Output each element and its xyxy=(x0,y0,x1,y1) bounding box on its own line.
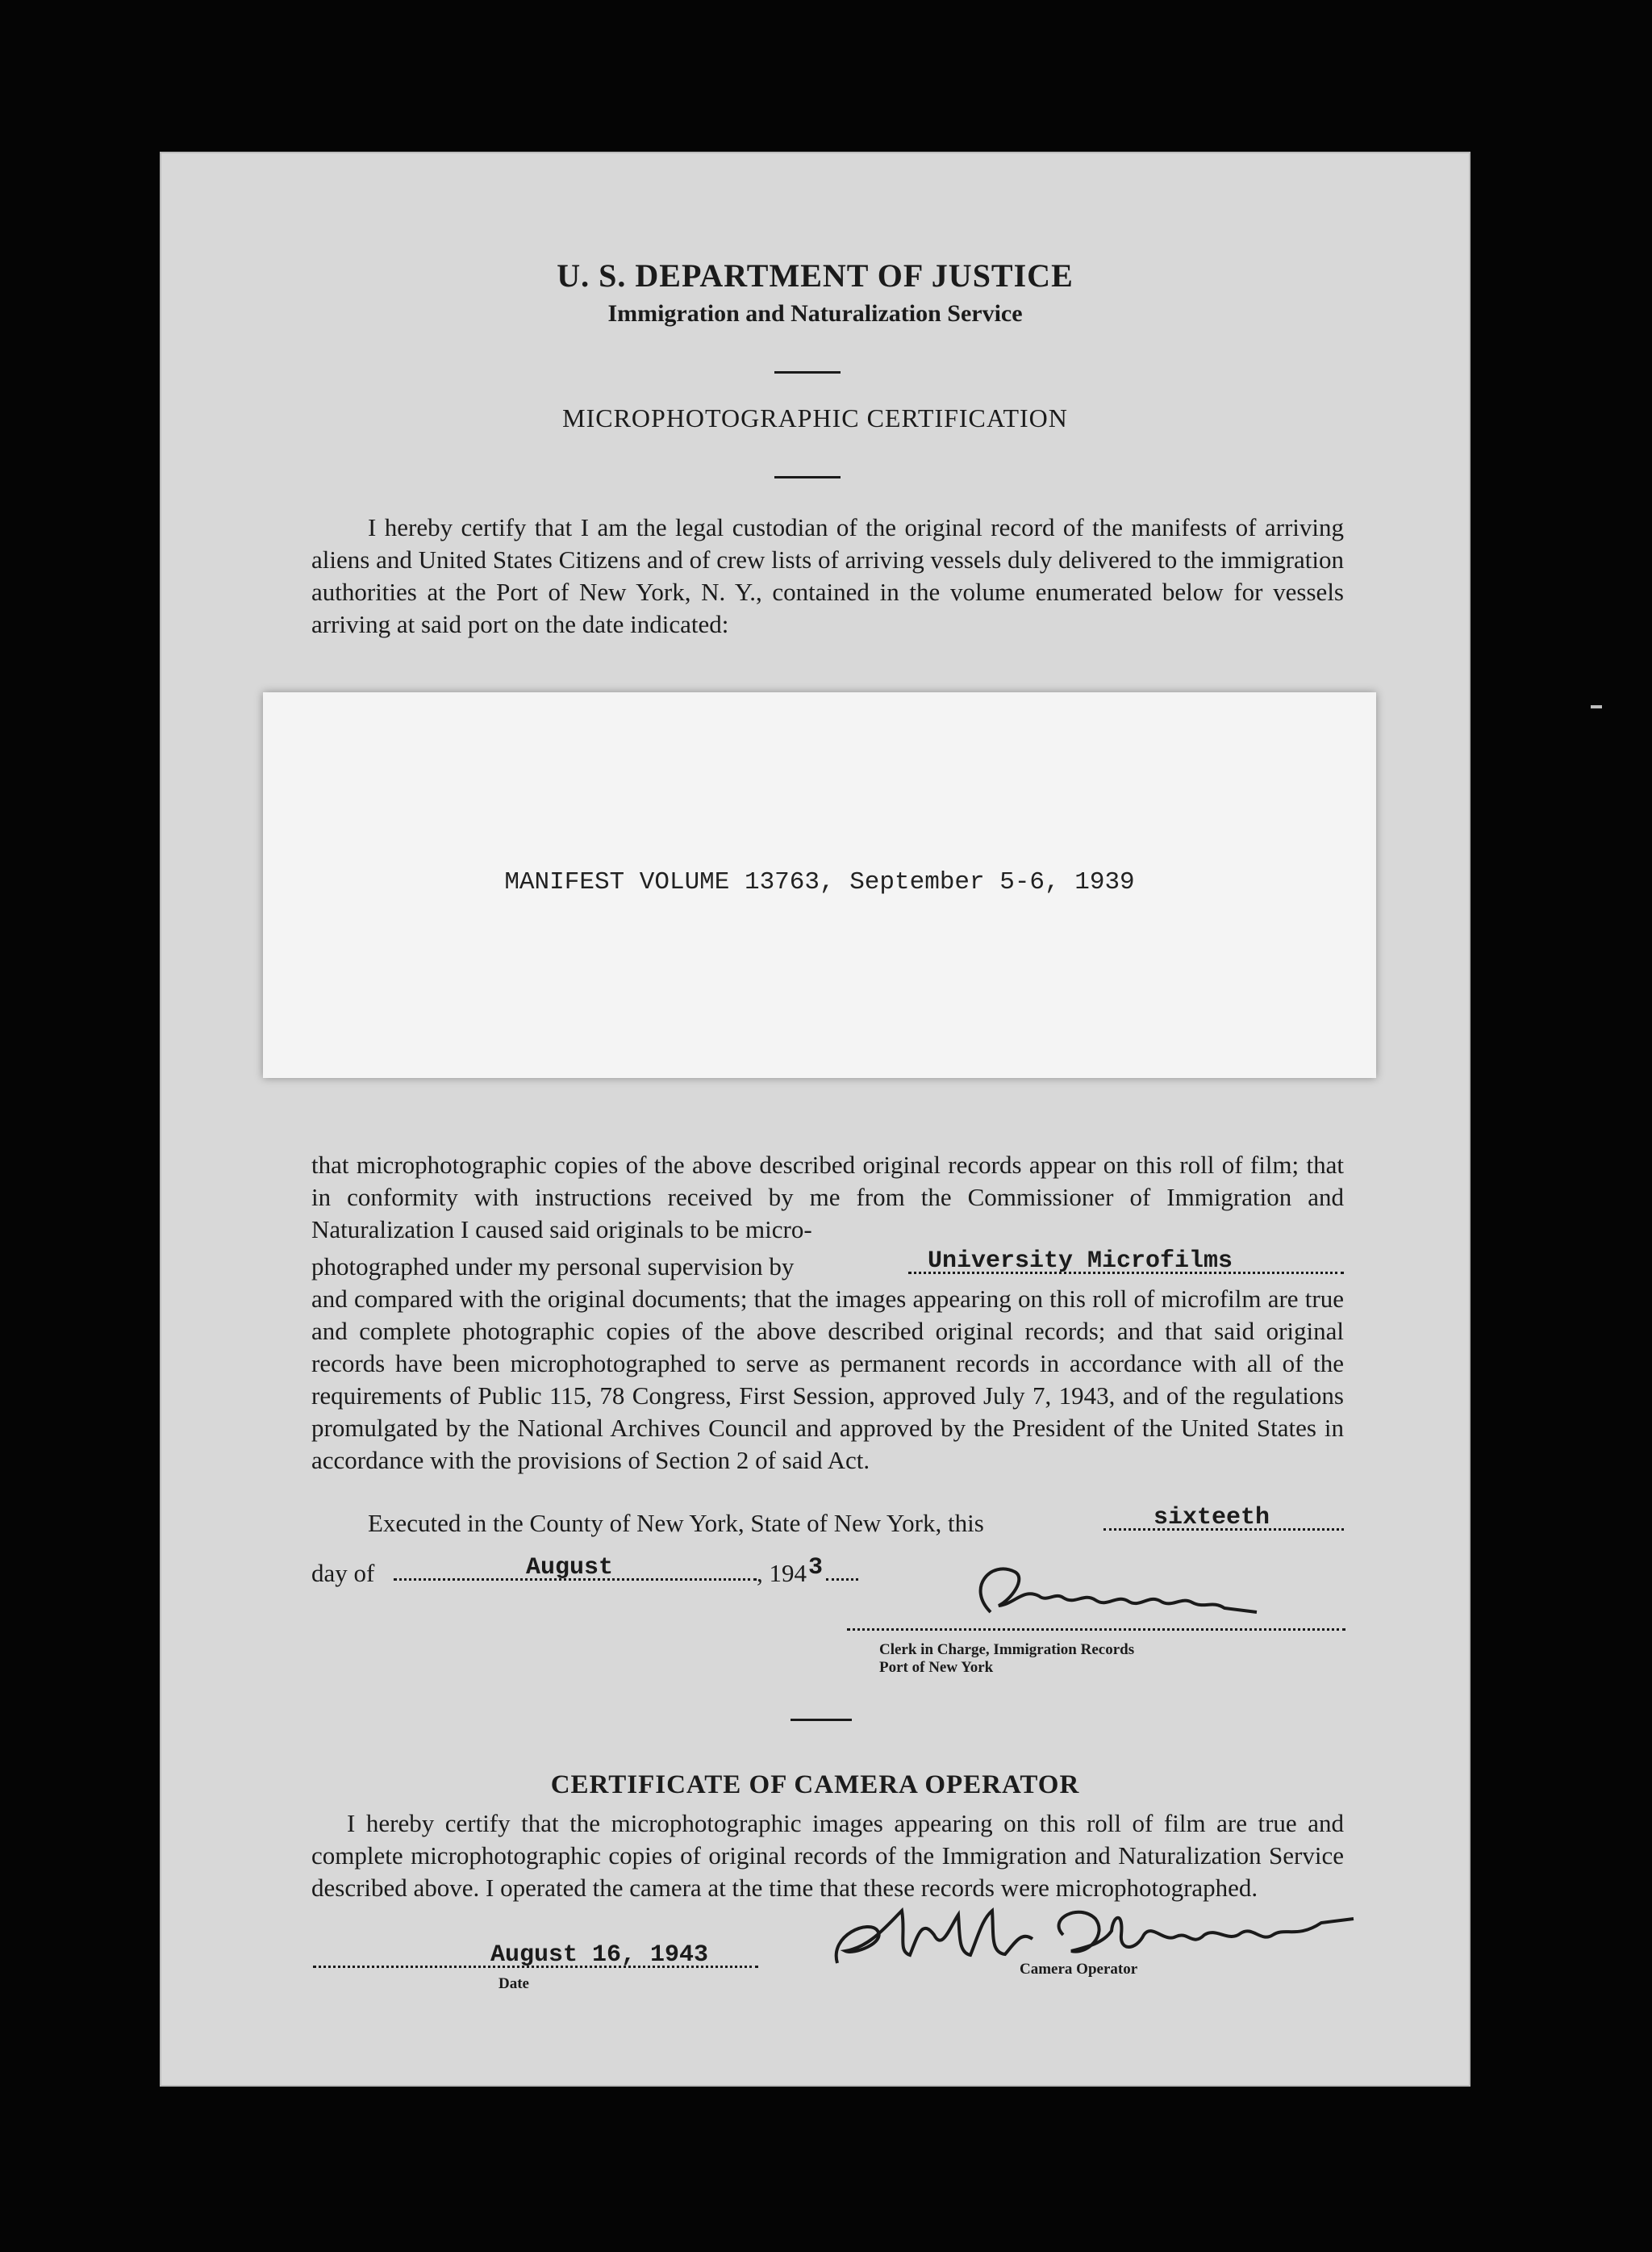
clerk-title-line2: Port of New York xyxy=(879,1659,994,1676)
film-speck xyxy=(1591,705,1602,708)
divider-rule xyxy=(774,371,841,374)
clerk-signature-line xyxy=(847,1628,1345,1631)
divider-rule xyxy=(791,1719,852,1721)
execution-month-value: August xyxy=(526,1554,614,1581)
certificate-sheet xyxy=(160,152,1471,2087)
day-of-label: day of xyxy=(311,1559,375,1587)
clerk-title-line1: Clerk in Charge, Immigration Records xyxy=(879,1641,1135,1658)
execution-year-prefix: , 194 xyxy=(757,1559,807,1587)
certification-title: MICROPHOTOGRAPHIC CERTIFICATION xyxy=(562,403,1068,432)
execution-prefix: Executed in the County of New York, State of New York, this xyxy=(368,1509,984,1537)
department-title: U. S. DEPARTMENT OF JUSTICE xyxy=(557,257,1074,294)
manifest-card xyxy=(263,692,1376,1078)
service-subtitle: Immigration and Naturalization Service xyxy=(607,300,1023,327)
camera-certificate-paragraph: I hereby certify that the microphotographic images appearing on this roll of film are true and complete microphotographic copies of original records of the Immigration and Naturalization Service described above. I operated the camera at the time that these records were microphotographed. xyxy=(311,1809,1344,1902)
manifest-volume-text: MANIFEST VOLUME 13763, September 5-6, 1939 xyxy=(504,868,1135,896)
clerk-signature xyxy=(934,1556,1273,1636)
camera-date-value: August 16, 1943 xyxy=(490,1941,709,1969)
execution-year-suffix: 3 xyxy=(808,1554,824,1581)
camera-certificate-title: CERTIFICATE OF CAMERA OPERATOR xyxy=(550,1770,1080,1799)
year-field-line xyxy=(826,1578,858,1581)
divider-rule xyxy=(774,476,841,478)
body-paragraph-part2: and compared with the original documents; that the images appearing on this roll of microfilm are true and complete photographic copies of the above described original records; and that said original records have been microphotographed to serve as permanent records in accordance with all of the requirements of Public 115, 78 Congress, First Session, approved July 7, 1943, and of the regulations promulgated by the National Archives Council and approved by the President of the United States in accordance with the provisions of Section 2 of said Act. xyxy=(311,1285,1344,1474)
execution-day-value: sixteeth xyxy=(1153,1504,1270,1531)
body-paragraph-part1: that microphotographic copies of the above described original records appear on this roll of film; that in conformity with instructions received by me from the Commissioner of Immigration and Naturalization I caused said originals to be micro- xyxy=(311,1151,1344,1243)
supervisor-value: University Microfilms xyxy=(928,1247,1233,1275)
supervision-prefix: photographed under my personal supervision by xyxy=(311,1252,795,1281)
camera-operator-label: Camera Operator xyxy=(1020,1961,1138,1978)
camera-date-label: Date xyxy=(499,1975,529,1992)
intro-paragraph: I hereby certify that I am the legal custodian of the original record of the manifests of arriving aliens and United States Citizens and of crew lists of arriving vessels duly delivered to the immigration authorities at the Port of New York, N. Y., contained in the volume enumerated below for vessels arriving at said port on the date indicated: xyxy=(311,513,1344,638)
